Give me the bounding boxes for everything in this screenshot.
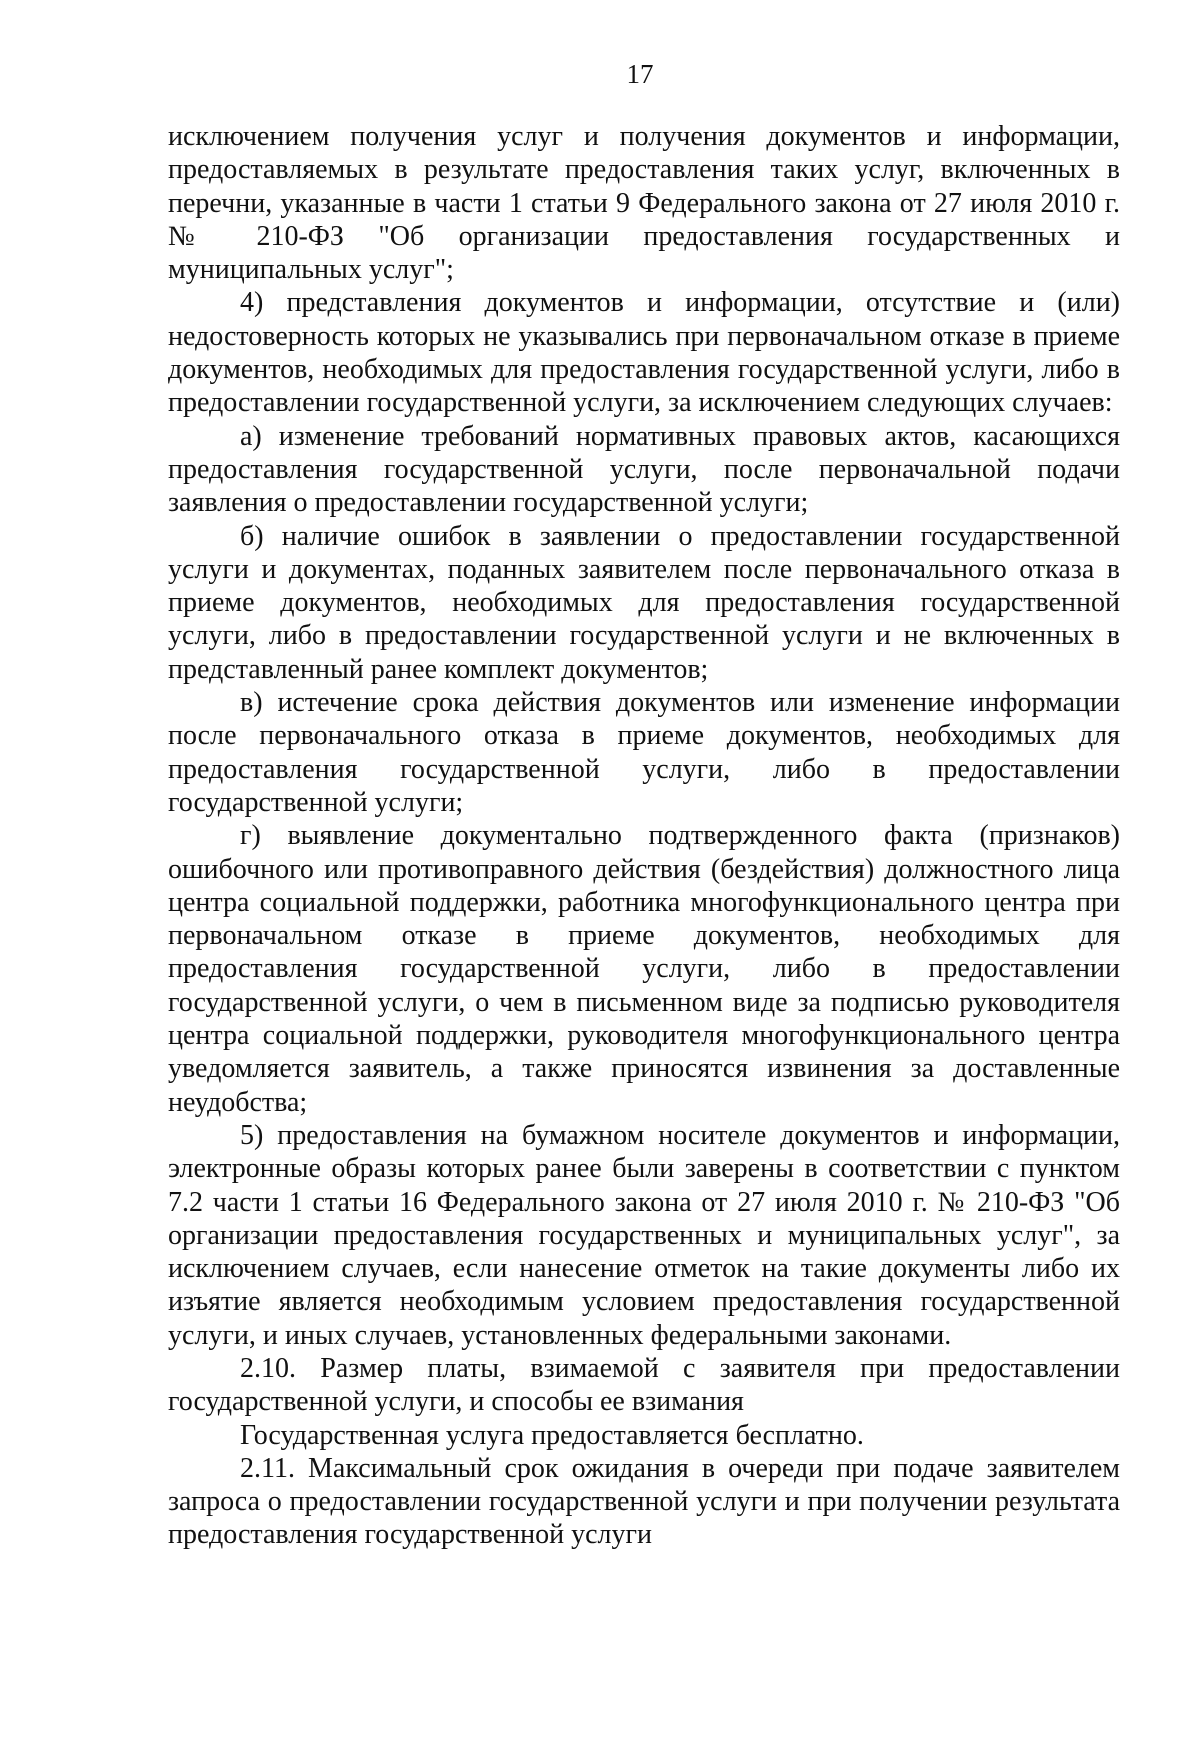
paragraph: а) изменение требований нормативных правовых актов, касающихся предоставления государственной услуги, после первоначальной подачи заявления о предоставлении государственной услуги; [168, 420, 1120, 519]
paragraph: г) выявление документально подтвержденного факта (признаков) ошибочного или противоправного действия (бездействия) должностного лица центра социальной поддержки, работника многофункционального центра при первоначальном отказе в приеме документов, необходимых для предоставления государственной услуги, либо в предоставлении государственной услуги, о чем в письменном виде за подписью руководителя центра социальной поддержки, руководителя многофункционального центра уведомляется заявитель, а также приносятся извинения за доставленные неудобства; [168, 820, 1120, 1118]
paragraph: 5) предоставления на бумажном носителе документов и информации, электронные образы которых ранее были заверены в соответствии с пунктом 7.2 части 1 статьи 16 Федерального закона от 27 июля 2010 г. № 210-ФЗ "Об организации предоставления государственных и муниципальных услуг", за исключением случаев, если нанесение отметок на такие документы либо их изъятие является необходимым условием предоставления государственной услуги, и иных случаев, установленных федеральными законами. [168, 1119, 1120, 1351]
paragraph: в) истечение срока действия документов или изменение информации после первоначального отказа в приеме документов, необходимых для предоставления государственной услуги, либо в предоставлении государственной услуги; [168, 687, 1120, 818]
paragraph: 4) представления документов и информации, отсутствие и (или) недостоверность которых не указывались при первоначальном отказе в приеме документов, необходимых для предоставления государственной услуги, либо в предоставлении государственной услуги, за исключением следующих случаев: [168, 287, 1120, 419]
document-body [168, 120, 1120, 1552]
section-heading: 2.10. Размер платы, взимаемой с заявителя при предоставлении государственной услуги, и способы ее взимания [168, 1352, 1120, 1418]
page-number: 17 [626, 59, 654, 89]
paragraph: исключением получения услуг и получения документов и информации, предоставляемых в результате предоставления таких услуг, включенных в перечни, указанные в части 1 статьи 9 Федерального закона от 27 июля 2010 г. № 210-ФЗ "Об организации предоставления государственных и муниципальных услуг"; [168, 121, 1120, 286]
paragraph: б) наличие ошибок в заявлении о предоставлении государственной услуги и документах, поданных заявителем после первоначального отказа в приеме документов, необходимых для предоставления государственной услуги, либо в предоставлении государственной услуги и не включенных в представленный ранее комплект документов; [168, 520, 1120, 685]
section-heading: 2.11. Максимальный срок ожидания в очереди при подаче заявителем запроса о предоставлении государственной услуги и при получении результата предоставления государственной услуги [168, 1452, 1120, 1551]
paragraph: Государственная услуга предоставляется бесплатно. [240, 1419, 864, 1451]
